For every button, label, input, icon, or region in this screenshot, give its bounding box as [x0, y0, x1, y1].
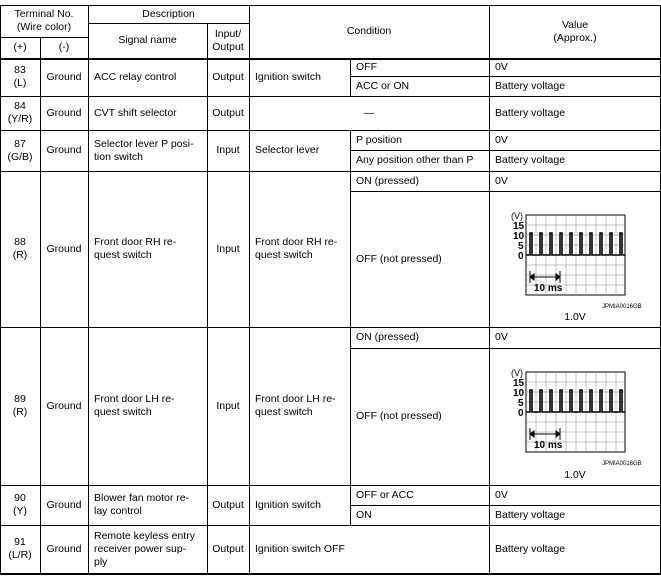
condition-cell: — — [363, 106, 375, 119]
value-cell: 0V — [495, 488, 508, 501]
signal-name-cell: Front door LH re- quest switch — [94, 393, 175, 418]
header-input-output: Input/ Output — [212, 27, 244, 53]
signal-name-cell: CVT shift selector — [94, 106, 177, 119]
condition-cell: Ignition switch OFF — [255, 542, 345, 555]
header-condition: Condition — [346, 25, 392, 37]
condition-main-cell: Ignition switch — [255, 498, 321, 511]
time-span-marker — [530, 271, 560, 283]
terminal-cell: 90 (Y) — [13, 492, 27, 517]
condition-cell: OFF — [356, 60, 377, 73]
y-tick-label: 0 — [518, 251, 524, 262]
condition-cell: ON — [356, 508, 372, 521]
figure-ref-code: JPMIA0016GB — [602, 304, 642, 310]
condition-cell: Any position other than P — [356, 154, 474, 166]
figure-ref-code: JPMIA0016GB — [602, 461, 642, 467]
terminal-cell: 83 (L) — [13, 64, 27, 89]
time-span-marker — [530, 428, 560, 440]
ground-cell: Ground — [46, 144, 82, 156]
ground-cell: Ground — [46, 498, 82, 511]
terminal-cell: 88 (R) — [12, 236, 28, 261]
terminal-cell: 91 (L/R) — [8, 536, 32, 561]
value-cell: 0V — [495, 331, 508, 343]
y-tick-label: 10 — [513, 231, 525, 242]
signal-name-cell: Front door RH re- quest switch — [94, 236, 177, 261]
value-cell: Battery voltage — [495, 154, 566, 166]
time-span-label: 10 ms — [534, 440, 563, 451]
signal-name-cell: Blower fan motor re- lay control — [94, 492, 190, 517]
io-cell: Output — [212, 498, 244, 511]
condition-cell: OFF (not pressed) — [356, 252, 442, 265]
io-cell: Input — [216, 399, 240, 412]
pulse-trace — [526, 390, 625, 412]
condition-cell: ACC or ON — [356, 79, 410, 92]
rule-bottom — [0, 573, 661, 575]
io-cell: Output — [212, 106, 244, 119]
condition-main-cell: Ignition switch — [255, 70, 321, 83]
oscilloscope-waveform — [505, 207, 661, 317]
header-value: Value (Approx.) — [553, 18, 597, 44]
volt-unit-label: (V) — [511, 368, 523, 378]
terminal-cell: 89 (R) — [12, 393, 28, 418]
value-cell: 0V — [495, 133, 508, 146]
value-cell: Battery voltage — [495, 79, 566, 92]
y-tick-label: 5 — [518, 241, 524, 252]
signal-name-cell: ACC relay control — [94, 70, 177, 83]
signal-name-cell: Remote keyless entry receiver power sup- ply — [94, 529, 195, 568]
y-tick-label: 15 — [513, 221, 525, 232]
value-cell: 0V — [495, 60, 508, 73]
header-plus: (+) — [13, 41, 27, 53]
condition-main-cell: Front door LH re- quest switch — [255, 393, 336, 418]
oscilloscope-waveform — [505, 364, 661, 474]
io-cell: Input — [216, 144, 240, 156]
condition-main-cell: Selector lever — [255, 144, 320, 156]
y-tick-label: 10 — [513, 388, 525, 399]
y-tick-label: 15 — [513, 378, 525, 389]
condition-cell: OFF or ACC — [356, 488, 414, 501]
condition-cell: ON (pressed) — [356, 174, 420, 187]
header-description: Description — [142, 7, 195, 20]
signal-name-cell: Selector lever P posi- tion switch — [94, 137, 194, 163]
terminal-cell: 84 (Y/R) — [7, 100, 33, 125]
condition-main-cell: Front door RH re- quest switch — [255, 236, 338, 261]
ground-cell: Ground — [46, 242, 82, 255]
io-cell: Output — [212, 70, 244, 83]
pulse-trace — [526, 233, 625, 255]
y-tick-label: 5 — [518, 398, 524, 409]
value-cell: 1.0V — [564, 310, 586, 323]
condition-cell: ON (pressed) — [356, 331, 420, 343]
value-cell: 0V — [495, 174, 508, 187]
condition-cell: P position — [356, 133, 402, 146]
header-minus: (-) — [58, 41, 70, 53]
terminal-cell: 87 (G/B) — [7, 137, 33, 163]
ground-cell: Ground — [46, 70, 82, 83]
value-cell: Battery voltage — [495, 106, 566, 119]
ground-cell: Ground — [46, 542, 82, 555]
ground-cell: Ground — [46, 106, 82, 119]
ground-cell: Ground — [46, 399, 82, 412]
time-span-label: 10 ms — [534, 283, 563, 294]
header-signal-name: Signal name — [118, 34, 177, 46]
io-cell: Output — [212, 542, 244, 555]
volt-unit-label: (V) — [511, 211, 523, 221]
value-cell: 1.0V — [564, 468, 586, 481]
value-cell: Battery voltage — [495, 508, 566, 521]
y-tick-label: 0 — [518, 408, 524, 419]
io-cell: Input — [216, 242, 240, 255]
condition-cell: OFF (not pressed) — [356, 410, 442, 422]
header-terminal: Terminal No. (Wire color) — [14, 8, 74, 33]
value-cell: Battery voltage — [495, 542, 566, 555]
